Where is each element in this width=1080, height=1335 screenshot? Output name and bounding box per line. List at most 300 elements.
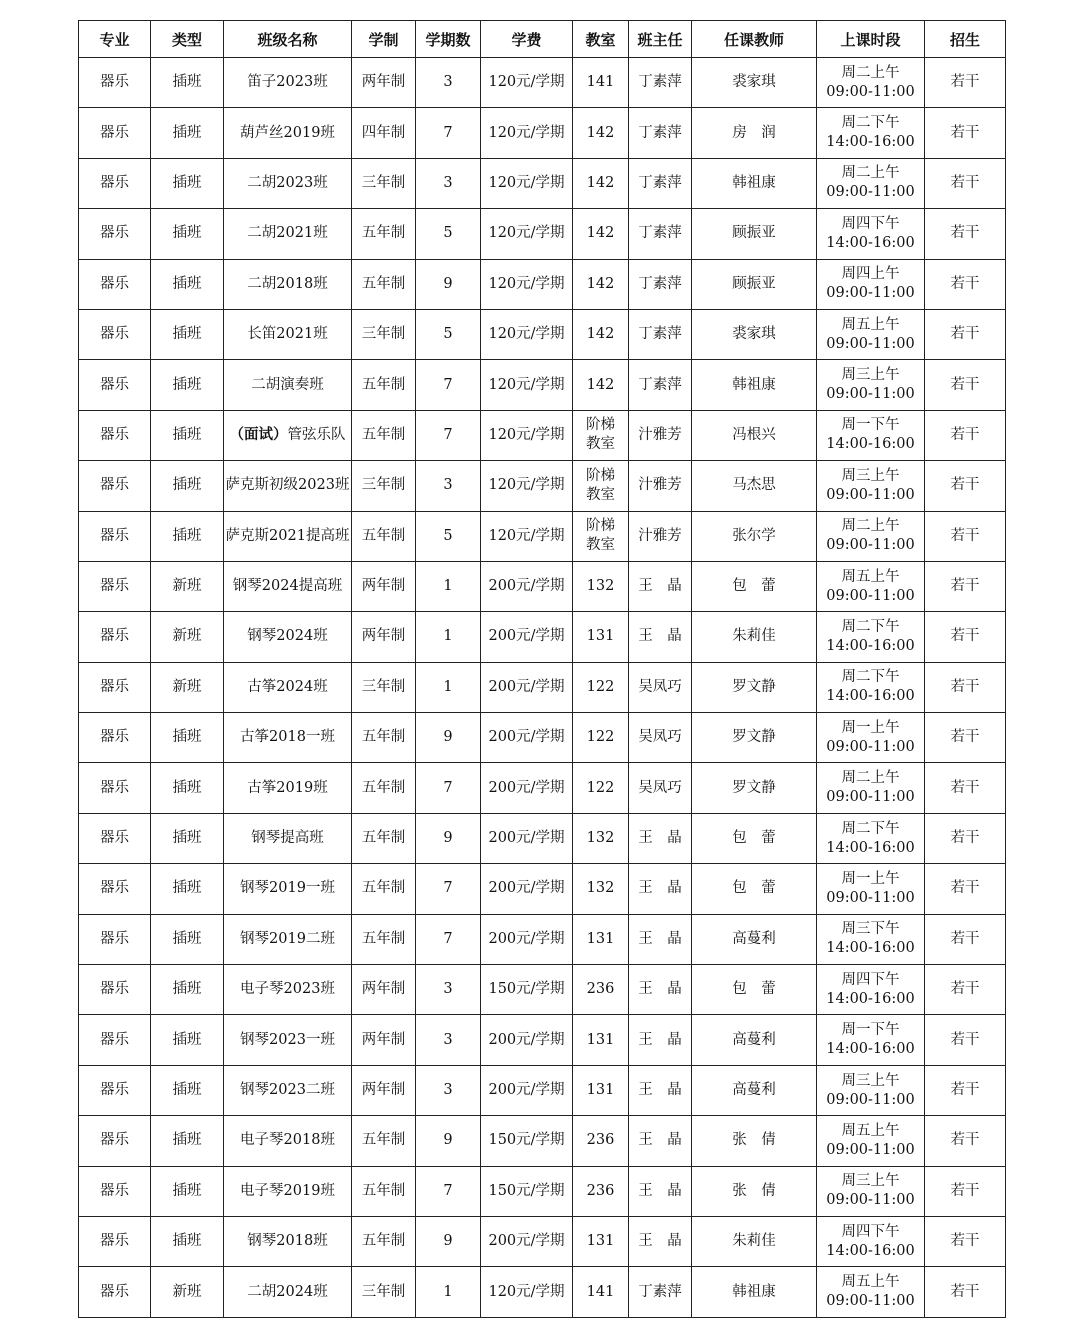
cell-head-teacher: 王 晶 — [629, 1065, 692, 1115]
class-name-text: 古筝2018一班 — [240, 729, 335, 746]
cell-system: 五年制 — [352, 360, 416, 410]
time-hours: 09:00-11:00 — [826, 486, 915, 503]
table-row — [79, 662, 1006, 712]
cell-enroll: 若干 — [925, 461, 1006, 511]
time-hours: 14:00-16:00 — [826, 436, 915, 453]
cell-type: 新班 — [151, 1267, 224, 1317]
cell-fee: 120元/学期 — [481, 259, 573, 309]
cell-major: 器乐 — [79, 309, 151, 359]
cell-time — [817, 1065, 925, 1115]
cell-terms: 9 — [416, 259, 481, 309]
cell-terms: 7 — [416, 1166, 481, 1216]
class-name-text: 电子琴2018班 — [240, 1132, 335, 1149]
cell-enroll: 若干 — [925, 561, 1006, 611]
time-hours: 09:00-11:00 — [826, 889, 915, 906]
time-day: 周五上午 — [841, 1274, 900, 1291]
room-text: 131 — [586, 930, 615, 947]
cell-fee: 120元/学期 — [481, 158, 573, 208]
cell-terms: 3 — [416, 1065, 481, 1115]
room-line-1: 阶梯 — [586, 467, 615, 484]
class-name-text: 钢琴2018班 — [247, 1233, 328, 1250]
cell-major: 器乐 — [79, 158, 151, 208]
cell-system: 五年制 — [352, 259, 416, 309]
cell-type: 插班 — [151, 1116, 224, 1166]
room-text: 132 — [586, 578, 615, 595]
time-hours: 09:00-11:00 — [826, 83, 915, 100]
cell-class-name — [224, 763, 352, 813]
cell-major: 器乐 — [79, 713, 151, 763]
cell-head-teacher: 王 晶 — [629, 864, 692, 914]
room-text: 142 — [586, 275, 615, 292]
cell-class-name — [224, 410, 352, 460]
class-name-text: 钢琴2024提高班 — [232, 578, 343, 595]
cell-head-teacher: 汁雅芳 — [629, 511, 692, 561]
cell-major: 器乐 — [79, 864, 151, 914]
cell-enroll: 若干 — [925, 108, 1006, 158]
cell-room — [573, 158, 629, 208]
cell-head-teacher: 王 晶 — [629, 612, 692, 662]
cell-terms: 1 — [416, 662, 481, 712]
cell-head-teacher: 丁素萍 — [629, 108, 692, 158]
cell-head-teacher: 汁雅芳 — [629, 410, 692, 460]
cell-teacher: 张尔学 — [692, 511, 817, 561]
cell-type: 插班 — [151, 965, 224, 1015]
cell-major: 器乐 — [79, 461, 151, 511]
cell-room — [573, 511, 629, 561]
cell-teacher: 朱莉佳 — [692, 612, 817, 662]
time-day: 周一上午 — [841, 870, 900, 887]
table-row — [79, 259, 1006, 309]
cell-terms: 7 — [416, 914, 481, 964]
time-day: 周三下午 — [841, 921, 900, 938]
cell-time — [817, 713, 925, 763]
cell-teacher: 张 倩 — [692, 1166, 817, 1216]
cell-terms: 7 — [416, 108, 481, 158]
cell-room — [573, 309, 629, 359]
class-name-text: 笛子2023班 — [247, 74, 328, 91]
cell-room — [573, 612, 629, 662]
cell-terms: 1 — [416, 612, 481, 662]
class-name-text: 二胡2021班 — [247, 225, 328, 242]
room-text: 142 — [586, 326, 615, 343]
cell-time — [817, 511, 925, 561]
cell-fee: 200元/学期 — [481, 1065, 573, 1115]
time-day: 周二上午 — [841, 165, 900, 182]
header-head-teacher: 班主任 — [629, 21, 692, 58]
class-name-text: 钢琴提高班 — [251, 830, 324, 847]
cell-type: 插班 — [151, 1216, 224, 1266]
table-row — [79, 1015, 1006, 1065]
cell-fee: 200元/学期 — [481, 612, 573, 662]
cell-class-name — [224, 259, 352, 309]
cell-system: 三年制 — [352, 662, 416, 712]
cell-terms: 1 — [416, 1267, 481, 1317]
cell-class-name — [224, 461, 352, 511]
class-name-text: 钢琴2024班 — [247, 628, 328, 645]
cell-enroll: 若干 — [925, 58, 1006, 108]
cell-time — [817, 108, 925, 158]
time-day: 周四下午 — [841, 971, 900, 988]
table-row — [79, 360, 1006, 410]
cell-fee: 200元/学期 — [481, 662, 573, 712]
cell-fee: 120元/学期 — [481, 108, 573, 158]
room-text: 131 — [586, 1031, 615, 1048]
cell-major: 器乐 — [79, 612, 151, 662]
cell-time — [817, 1216, 925, 1266]
cell-fee: 150元/学期 — [481, 1116, 573, 1166]
cell-room — [573, 1065, 629, 1115]
cell-terms: 9 — [416, 813, 481, 863]
cell-room — [573, 209, 629, 259]
cell-class-name — [224, 1116, 352, 1166]
cell-type: 插班 — [151, 58, 224, 108]
time-hours: 09:00-11:00 — [826, 789, 915, 806]
cell-enroll: 若干 — [925, 713, 1006, 763]
cell-enroll: 若干 — [925, 1015, 1006, 1065]
cell-time — [817, 158, 925, 208]
time-day: 周二下午 — [841, 115, 900, 132]
cell-type: 新班 — [151, 662, 224, 712]
cell-terms: 1 — [416, 561, 481, 611]
table-row — [79, 1166, 1006, 1216]
cell-head-teacher: 王 晶 — [629, 1166, 692, 1216]
cell-class-name — [224, 1267, 352, 1317]
room-text: 236 — [586, 981, 615, 998]
cell-system: 五年制 — [352, 1216, 416, 1266]
table-body — [79, 58, 1006, 1318]
cell-type: 插班 — [151, 360, 224, 410]
cell-time — [817, 864, 925, 914]
cell-type: 插班 — [151, 713, 224, 763]
cell-major: 器乐 — [79, 108, 151, 158]
cell-system: 五年制 — [352, 1166, 416, 1216]
cell-time — [817, 813, 925, 863]
time-day: 周三上午 — [841, 367, 900, 384]
room-text: 132 — [586, 830, 615, 847]
table-row — [79, 813, 1006, 863]
table-row — [79, 713, 1006, 763]
table-row — [79, 158, 1006, 208]
cell-system: 五年制 — [352, 1116, 416, 1166]
time-day: 周二下午 — [841, 669, 900, 686]
cell-major: 器乐 — [79, 763, 151, 813]
room-text: 236 — [586, 1182, 615, 1199]
cell-time — [817, 1267, 925, 1317]
cell-fee: 200元/学期 — [481, 914, 573, 964]
cell-type: 插班 — [151, 511, 224, 561]
cell-class-name — [224, 662, 352, 712]
cell-room — [573, 1116, 629, 1166]
time-hours: 14:00-16:00 — [826, 688, 915, 705]
cell-class-name — [224, 511, 352, 561]
cell-room — [573, 813, 629, 863]
table-row — [79, 864, 1006, 914]
table-row — [79, 1216, 1006, 1266]
cell-head-teacher: 丁素萍 — [629, 58, 692, 108]
cell-teacher: 高蔓利 — [692, 914, 817, 964]
cell-enroll: 若干 — [925, 965, 1006, 1015]
cell-terms: 9 — [416, 1216, 481, 1266]
time-hours: 14:00-16:00 — [826, 990, 915, 1007]
time-hours: 14:00-16:00 — [826, 637, 915, 654]
class-name-text: 钢琴2023二班 — [240, 1082, 335, 1098]
table-row — [79, 58, 1006, 108]
cell-major: 器乐 — [79, 1216, 151, 1266]
class-name-text: 管弦乐队 — [287, 426, 346, 443]
cell-head-teacher: 王 晶 — [629, 965, 692, 1015]
cell-head-teacher: 吴凤巧 — [629, 763, 692, 813]
cell-type: 插班 — [151, 410, 224, 460]
room-line-2: 教室 — [586, 537, 615, 554]
cell-type: 插班 — [151, 259, 224, 309]
room-text: 122 — [586, 678, 615, 695]
cell-teacher: 高蔓利 — [692, 1015, 817, 1065]
cell-major: 器乐 — [79, 1116, 151, 1166]
cell-enroll: 若干 — [925, 1065, 1006, 1115]
cell-head-teacher: 王 晶 — [629, 1216, 692, 1266]
time-hours: 14:00-16:00 — [826, 134, 915, 151]
cell-enroll: 若干 — [925, 612, 1006, 662]
cell-enroll: 若干 — [925, 864, 1006, 914]
cell-teacher: 罗文静 — [692, 763, 817, 813]
cell-class-name — [224, 561, 352, 611]
table-row — [79, 1267, 1006, 1317]
class-name-text: 钢琴2019一班 — [240, 880, 335, 897]
cell-class-name — [224, 209, 352, 259]
cell-terms: 3 — [416, 58, 481, 108]
class-name-text: 葫芦丝2019班 — [240, 124, 335, 141]
cell-fee: 120元/学期 — [481, 58, 573, 108]
cell-major: 器乐 — [79, 662, 151, 712]
cell-enroll: 若干 — [925, 1116, 1006, 1166]
cell-system: 四年制 — [352, 108, 416, 158]
table-row — [79, 461, 1006, 511]
room-text: 132 — [586, 880, 615, 897]
cell-type: 新班 — [151, 561, 224, 611]
cell-major: 器乐 — [79, 813, 151, 863]
cell-major: 器乐 — [79, 1065, 151, 1115]
cell-teacher: 马杰思 — [692, 461, 817, 511]
cell-fee: 120元/学期 — [481, 410, 573, 460]
cell-enroll: 若干 — [925, 1216, 1006, 1266]
cell-time — [817, 209, 925, 259]
cell-system: 两年制 — [352, 612, 416, 662]
cell-type: 插班 — [151, 1166, 224, 1216]
cell-type: 插班 — [151, 914, 224, 964]
cell-terms: 5 — [416, 511, 481, 561]
class-name-prefix: （面试） — [229, 426, 288, 443]
class-name-text: 萨克斯2021提高班 — [225, 527, 350, 544]
table-row — [79, 410, 1006, 460]
cell-fee: 120元/学期 — [481, 360, 573, 410]
table-row — [79, 965, 1006, 1015]
cell-enroll: 若干 — [925, 511, 1006, 561]
cell-room — [573, 662, 629, 712]
room-line-2: 教室 — [586, 486, 615, 503]
time-day: 周一下午 — [841, 1022, 900, 1039]
cell-system: 五年制 — [352, 864, 416, 914]
cell-fee: 120元/学期 — [481, 309, 573, 359]
time-day: 周二下午 — [841, 618, 900, 635]
cell-system: 五年制 — [352, 410, 416, 460]
cell-room — [573, 713, 629, 763]
cell-room — [573, 864, 629, 914]
cell-class-name — [224, 158, 352, 208]
time-hours: 14:00-16:00 — [826, 234, 915, 251]
cell-system: 三年制 — [352, 1267, 416, 1317]
cell-major: 器乐 — [79, 410, 151, 460]
cell-enroll: 若干 — [925, 914, 1006, 964]
cell-fee: 120元/学期 — [481, 511, 573, 561]
cell-head-teacher: 汁雅芳 — [629, 461, 692, 511]
cell-enroll: 若干 — [925, 1166, 1006, 1216]
cell-terms: 5 — [416, 209, 481, 259]
cell-time — [817, 763, 925, 813]
cell-type: 插班 — [151, 461, 224, 511]
time-day: 周五上午 — [841, 316, 900, 333]
room-text: 142 — [586, 174, 615, 191]
cell-room — [573, 1166, 629, 1216]
cell-major: 器乐 — [79, 209, 151, 259]
cell-teacher: 顾振亚 — [692, 209, 817, 259]
cell-teacher: 高蔓利 — [692, 1065, 817, 1115]
cell-teacher: 包 蕾 — [692, 561, 817, 611]
cell-class-name — [224, 1166, 352, 1216]
cell-class-name — [224, 1015, 352, 1065]
cell-class-name — [224, 1065, 352, 1115]
cell-enroll: 若干 — [925, 209, 1006, 259]
cell-system: 三年制 — [352, 461, 416, 511]
cell-fee: 200元/学期 — [481, 713, 573, 763]
cell-class-name — [224, 612, 352, 662]
cell-major: 器乐 — [79, 360, 151, 410]
cell-room — [573, 1015, 629, 1065]
cell-teacher: 罗文静 — [692, 713, 817, 763]
cell-major: 器乐 — [79, 561, 151, 611]
cell-room — [573, 763, 629, 813]
time-hours: 09:00-11:00 — [826, 285, 915, 302]
cell-time — [817, 58, 925, 108]
time-hours: 09:00-11:00 — [826, 1192, 915, 1209]
time-day: 周五上午 — [841, 568, 900, 585]
header-teacher: 任课教师 — [692, 21, 817, 58]
cell-class-name — [224, 864, 352, 914]
cell-teacher: 韩祖康 — [692, 360, 817, 410]
cell-system: 两年制 — [352, 58, 416, 108]
cell-teacher: 房 润 — [692, 108, 817, 158]
cell-type: 插班 — [151, 209, 224, 259]
cell-fee: 200元/学期 — [481, 763, 573, 813]
room-text: 141 — [586, 1283, 615, 1300]
cell-system: 两年制 — [352, 1015, 416, 1065]
cell-major: 器乐 — [79, 965, 151, 1015]
cell-time — [817, 410, 925, 460]
cell-fee: 150元/学期 — [481, 965, 573, 1015]
cell-time — [817, 1116, 925, 1166]
header-major: 专业 — [79, 21, 151, 58]
time-day: 周一上午 — [841, 719, 900, 736]
cell-head-teacher: 王 晶 — [629, 561, 692, 611]
cell-terms: 7 — [416, 360, 481, 410]
cell-class-name — [224, 108, 352, 158]
cell-enroll: 若干 — [925, 410, 1006, 460]
cell-system: 五年制 — [352, 914, 416, 964]
cell-time — [817, 662, 925, 712]
cell-teacher: 包 蕾 — [692, 813, 817, 863]
table-row — [79, 763, 1006, 813]
cell-teacher: 包 蕾 — [692, 965, 817, 1015]
time-hours: 09:00-11:00 — [826, 386, 915, 403]
cell-enroll: 若干 — [925, 813, 1006, 863]
header-room: 教室 — [573, 21, 629, 58]
time-day: 周二上午 — [841, 64, 900, 81]
cell-class-name — [224, 309, 352, 359]
cell-room — [573, 259, 629, 309]
cell-terms: 3 — [416, 158, 481, 208]
cell-class-name — [224, 360, 352, 410]
cell-fee: 200元/学期 — [481, 864, 573, 914]
cell-type: 新班 — [151, 612, 224, 662]
time-day: 周二下午 — [841, 820, 900, 837]
class-name-text: 萨克斯初级2023班 — [225, 477, 350, 494]
table-row — [79, 561, 1006, 611]
time-day: 周二上午 — [841, 770, 900, 787]
class-schedule-table — [78, 20, 1006, 1318]
cell-time — [817, 561, 925, 611]
table-row — [79, 309, 1006, 359]
cell-head-teacher: 王 晶 — [629, 1015, 692, 1065]
cell-head-teacher: 丁素萍 — [629, 1267, 692, 1317]
cell-system: 两年制 — [352, 561, 416, 611]
cell-head-teacher: 丁素萍 — [629, 158, 692, 208]
table-row — [79, 209, 1006, 259]
cell-time — [817, 360, 925, 410]
cell-head-teacher: 丁素萍 — [629, 209, 692, 259]
time-hours: 14:00-16:00 — [826, 839, 915, 856]
room-text: 142 — [586, 225, 615, 242]
class-name-text: 古筝2019班 — [247, 779, 328, 796]
cell-head-teacher: 王 晶 — [629, 1116, 692, 1166]
cell-teacher: 韩祖康 — [692, 1267, 817, 1317]
cell-system: 两年制 — [352, 965, 416, 1015]
room-text: 122 — [586, 779, 615, 796]
cell-type: 插班 — [151, 158, 224, 208]
time-hours: 09:00-11:00 — [826, 1293, 915, 1310]
cell-type: 插班 — [151, 864, 224, 914]
cell-teacher: 包 蕾 — [692, 864, 817, 914]
cell-major: 器乐 — [79, 1166, 151, 1216]
cell-room — [573, 965, 629, 1015]
room-text: 236 — [586, 1132, 615, 1149]
cell-terms: 9 — [416, 713, 481, 763]
cell-terms: 7 — [416, 864, 481, 914]
cell-system: 两年制 — [352, 1065, 416, 1115]
cell-type: 插班 — [151, 309, 224, 359]
header-system: 学制 — [352, 21, 416, 58]
cell-fee: 200元/学期 — [481, 813, 573, 863]
time-hours: 09:00-11:00 — [826, 184, 915, 201]
cell-room — [573, 410, 629, 460]
cell-system: 三年制 — [352, 309, 416, 359]
cell-time — [817, 965, 925, 1015]
cell-room — [573, 1267, 629, 1317]
cell-time — [817, 1166, 925, 1216]
table-row — [79, 914, 1006, 964]
cell-head-teacher: 丁素萍 — [629, 360, 692, 410]
class-name-text: 钢琴2019二班 — [240, 930, 335, 947]
header-fee: 学费 — [481, 21, 573, 58]
cell-type: 插班 — [151, 763, 224, 813]
